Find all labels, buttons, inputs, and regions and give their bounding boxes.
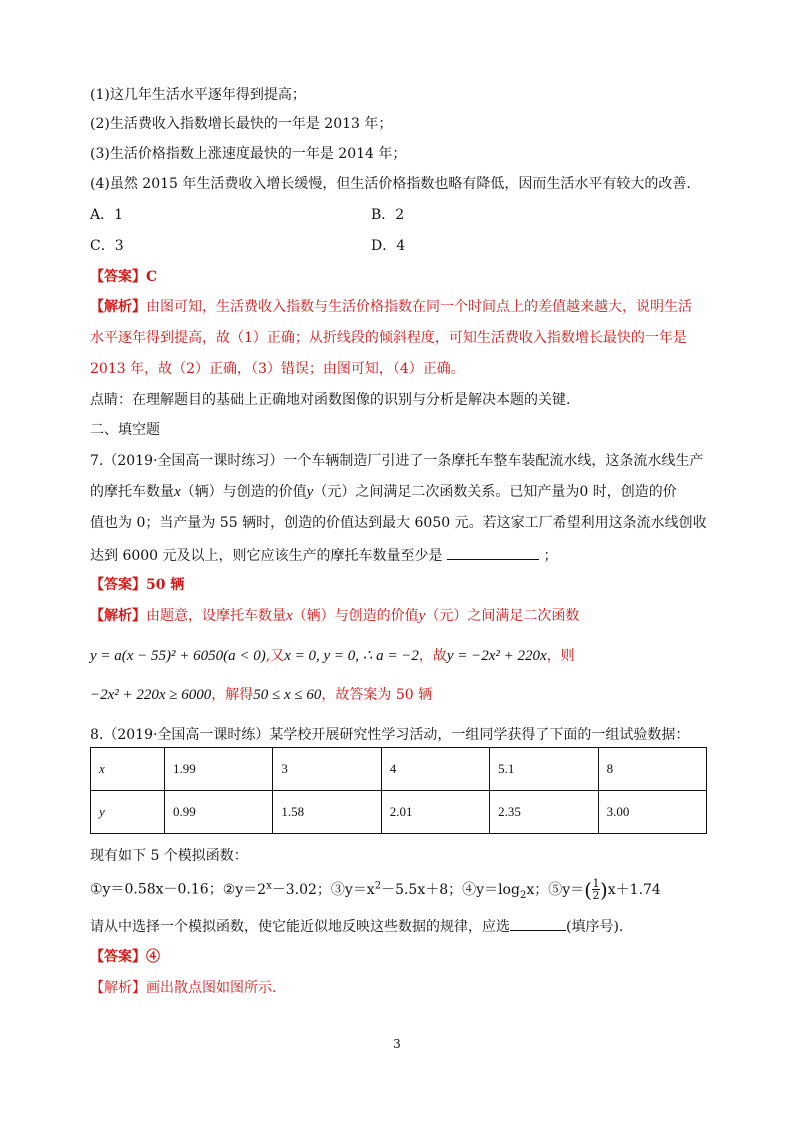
q8-analysis: 【解析】画出散点图如图所示. [90, 980, 277, 996]
analysis-text: 由题意，设摩托车数量 [146, 608, 286, 624]
q7-analysis-line-3 [90, 686, 432, 704]
row-header: x [99, 761, 105, 776]
analysis-text: ，故 [418, 648, 447, 664]
formula: y = a(x − 55)² + 6050(a < 0) [90, 648, 266, 664]
option-a: A．1 [90, 207, 124, 223]
model-4 [462, 881, 549, 901]
q8-text: (填序号). [566, 919, 624, 935]
exponent: x [266, 879, 272, 891]
table-row [91, 748, 707, 791]
subscript: 2 [519, 889, 527, 901]
answer-blank[interactable] [447, 545, 539, 560]
model-3-text: －5.5x＋8； [381, 881, 463, 898]
formula: 50 ≤ x ≤ 60 [253, 687, 322, 703]
table-cell: 4 [381, 748, 489, 791]
var-x: x [286, 608, 293, 624]
table-cell [91, 748, 165, 791]
table-cell: 0.99 [165, 791, 273, 834]
option-c: C．3 [90, 238, 124, 254]
exponent: 2 [374, 879, 382, 891]
q7-line-3: 值也为 0；当产量为 55 辆时，创造的价值达到最大 6050 元。若这家工厂希望利用这条流水线创收 [90, 515, 707, 531]
q7-text: ； [543, 548, 558, 564]
section-heading: 二、填空题 [90, 422, 160, 438]
table-cell: 1.58 [273, 791, 381, 834]
models-intro: 现有如下 5 个模拟函数： [90, 848, 248, 864]
analysis-label: 【解析】 [90, 608, 146, 624]
table-cell: 1.99 [165, 748, 273, 791]
q7-text: 的摩托车数量 [90, 484, 174, 500]
left-paren: ( [584, 877, 592, 902]
q8-intro: 8.（2019·全国高一课时练）某学校开展研究性学习活动，一组同学获得了下面的一组试验数据： [90, 727, 690, 743]
model-4-text: x； [526, 881, 549, 898]
q6-analysis-line-2: 水平逐年得到提高，故（1）正确；从折线段的倾斜程度，可知生活费收入指数增长最快的一年是 [90, 330, 687, 346]
analysis-text: ，解得 [211, 687, 254, 703]
q8-text: 请从中选择一个模拟函数，使它能近似地反映这些数据的规律，应选 [90, 919, 510, 935]
q6-comment: 点睛：在理解题目的基础上正确地对函数图像的识别与分析是解决本题的关键. [90, 392, 571, 408]
row-header: y [99, 804, 105, 819]
option-d: D．4 [371, 238, 406, 254]
denominator: 2 [592, 889, 600, 902]
table-cell: 2.35 [490, 791, 598, 834]
model-2-text: －3.02； [271, 881, 331, 898]
var-y: y [418, 608, 426, 624]
q6-analysis-line-1 [90, 298, 692, 316]
table-cell: 8 [598, 748, 706, 791]
table-cell: 2.01 [381, 791, 489, 834]
var-y: y [306, 484, 314, 500]
answer-blank[interactable] [510, 916, 566, 931]
model-1: ①y＝0.58x－0.16； [90, 881, 223, 898]
statement-1: (1)这几年生活水平逐年得到提高； [90, 87, 306, 103]
q7-text: （元）之间满足二次函数关系。已知产量为0 时，创造的价 [313, 484, 677, 500]
formula: y = −2x² + 220x [446, 648, 547, 664]
fraction [592, 878, 600, 901]
analysis-text: ,又 [265, 648, 285, 664]
table-row [91, 791, 707, 834]
data-table [90, 747, 707, 834]
analysis-text: ，故答案为 50 辆 [321, 687, 433, 703]
analysis-text: （元）之间满足二次函数 [425, 608, 580, 624]
model-5-text: x＋1.74 [607, 881, 661, 898]
table-cell: 3 [273, 748, 381, 791]
table-cell: 3.00 [598, 791, 706, 834]
model-3-text: ③y＝x [330, 881, 375, 898]
q7-line-4 [90, 545, 557, 565]
analysis-label: 【解析】 [90, 299, 146, 315]
page-number: 3 [393, 1037, 401, 1051]
q6-analysis-line-3: 2013 年，故（2）正确，（3）错误；由图可知，（4）正确。 [90, 361, 465, 377]
model-3 [330, 879, 463, 898]
var-x: x [174, 484, 181, 500]
right-paren: ) [599, 877, 608, 902]
analysis-text: （辆）与创造的价值 [292, 608, 419, 624]
statement-3: (3)生活价格指数上涨速度最快的一年是 2014 年； [90, 146, 407, 162]
option-b: B．2 [371, 207, 405, 223]
q7-analysis-line-1 [90, 607, 579, 625]
model-5-text: ⑤y＝ [548, 881, 585, 898]
analysis-text: 由图可知，生活费收入指数与生活价格指数在同一个时间点上的差值越来越大，说明生活 [146, 299, 692, 315]
q8-answer: 【答案】④ [90, 949, 160, 965]
q7-analysis-line-2 [90, 647, 575, 665]
model-functions [90, 878, 661, 901]
numerator: 1 [592, 877, 600, 890]
model-2 [222, 879, 331, 898]
q8-question [90, 916, 623, 936]
formula: x = 0, y = 0, ∴ a = −2 [284, 648, 419, 664]
statement-4: (4)虽然 2015 年生活费收入增长缓慢，但生活价格指数也略有降低，因而生活水平有较大的改善. [90, 176, 691, 192]
q7-line-2 [90, 483, 677, 501]
q7-text: （辆）与创造的价值 [180, 484, 307, 500]
formula: −2x² + 220x ≥ 6000 [90, 687, 212, 703]
q7-answer: 【答案】50 辆 [90, 577, 185, 593]
statement-2: (2)生活费收入指数增长最快的一年是 2013 年； [90, 116, 393, 132]
q6-answer: 【答案】C [90, 269, 158, 285]
model-2-text: ②y＝2 [222, 881, 267, 898]
model-4-text: ④y＝log [462, 881, 520, 898]
model-5 [548, 877, 661, 902]
table-cell: 5.1 [490, 748, 598, 791]
q7-line-1: 7.（2019·全国高一课时练习）一个车辆制造厂引进了一条摩托车整车装配流水线，这条流水线生产 [90, 453, 704, 469]
analysis-text: ，则 [546, 648, 575, 664]
q7-text: 达到 6000 元及以上，则它应该生产的摩托车数量至少是 [90, 548, 443, 564]
table-cell [91, 791, 165, 834]
